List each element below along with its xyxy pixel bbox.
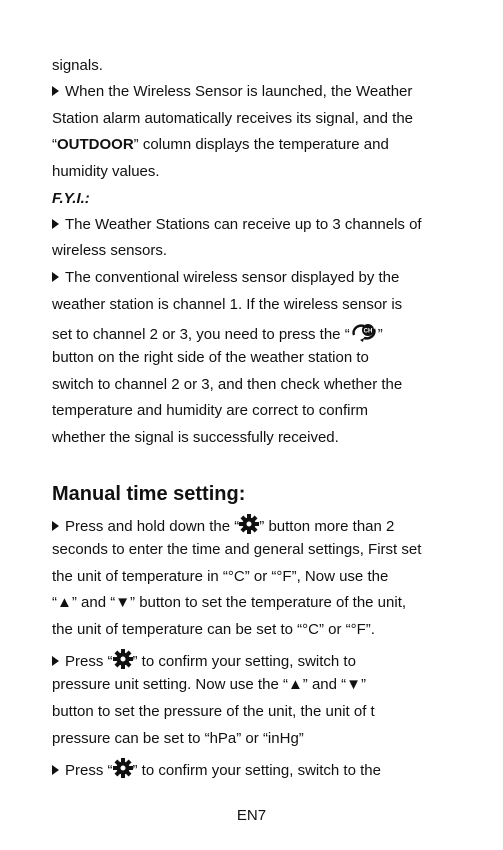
text-line: button to set the pressure of the unit, the unit of t [52,703,375,720]
gear-icon [239,514,259,539]
channel-cycle-icon [350,322,378,347]
text-line: signals. [52,57,103,74]
text-span: ” button more than 2 [259,518,395,535]
bullet-triangle-icon [52,272,59,282]
bullet-triangle-icon [52,521,59,531]
text-line: wireless sensors. [52,242,168,259]
text-line: pressure unit setting. Now use the “▲” and “▼” [52,676,366,693]
text-span: Press “ [65,653,113,670]
bullet-line [52,216,422,234]
text-line: button on the right side of the weather station to [52,349,369,366]
text-line: temperature and humidity are correct to confirm [52,402,368,419]
text-line [52,136,389,154]
bullet-triangle-icon [52,656,59,666]
gear-icon [113,758,133,783]
text-line: humidity values. [52,163,160,180]
text-line: pressure can be set to “hPa” or “inHg” [52,730,304,747]
text-span: The Weather Stations can receive up to 3 channels of [65,216,422,233]
text-line: the unit of temperature can be set to “°C” or “°F”. [52,621,375,638]
bullet-triangle-icon [52,765,59,775]
text-line: switch to channel 2 or 3, and then check whether the [52,376,403,393]
text-line: the unit of temperature in “°C” or “°F”, Now use the [52,568,389,585]
text-span: ” to confirm your setting, switch to the [132,762,381,779]
text-line [52,322,383,347]
section-heading: Manual time setting: [52,483,246,505]
bullet-line [52,83,412,101]
outdoor-keyword: OUTDOOR [57,136,134,153]
text-span: The conventional wireless sensor displayed by the [65,269,400,286]
text-span: ” [377,326,383,343]
bullet-line [52,514,394,539]
bullet-line [52,649,356,674]
fyi-label: F.Y.I.: [52,190,90,207]
text-span: set to channel 2 or 3, you need to press the “ [52,326,350,343]
text-line: Station alarm automatically receives its signal, and the [52,110,414,127]
bullet-line [52,758,381,783]
text-line: whether the signal is successfully received. [52,429,339,446]
page-number: EN7 [236,807,267,824]
text-span: ” column displays the temperature and [133,136,389,153]
quote-open: “ [52,136,57,153]
bullet-triangle-icon [52,219,59,229]
text-span: ” to confirm your setting, switch to [132,653,356,670]
svg-text:CH: CH [363,328,373,335]
text-line: weather station is channel 1. If the wireless sensor is [52,296,403,313]
text-line: seconds to enter the time and general settings, First set [52,541,422,558]
gear-icon [113,649,133,674]
text-line: “▲” and “▼” button to set the temperature of the unit, [52,594,407,611]
text-span: Press and hold down the “ [65,518,240,535]
bullet-triangle-icon [52,86,59,96]
text-span: When the Wireless Sensor is launched, the Weather [65,83,413,100]
text-span: Press “ [65,762,113,779]
bullet-line [52,269,399,287]
